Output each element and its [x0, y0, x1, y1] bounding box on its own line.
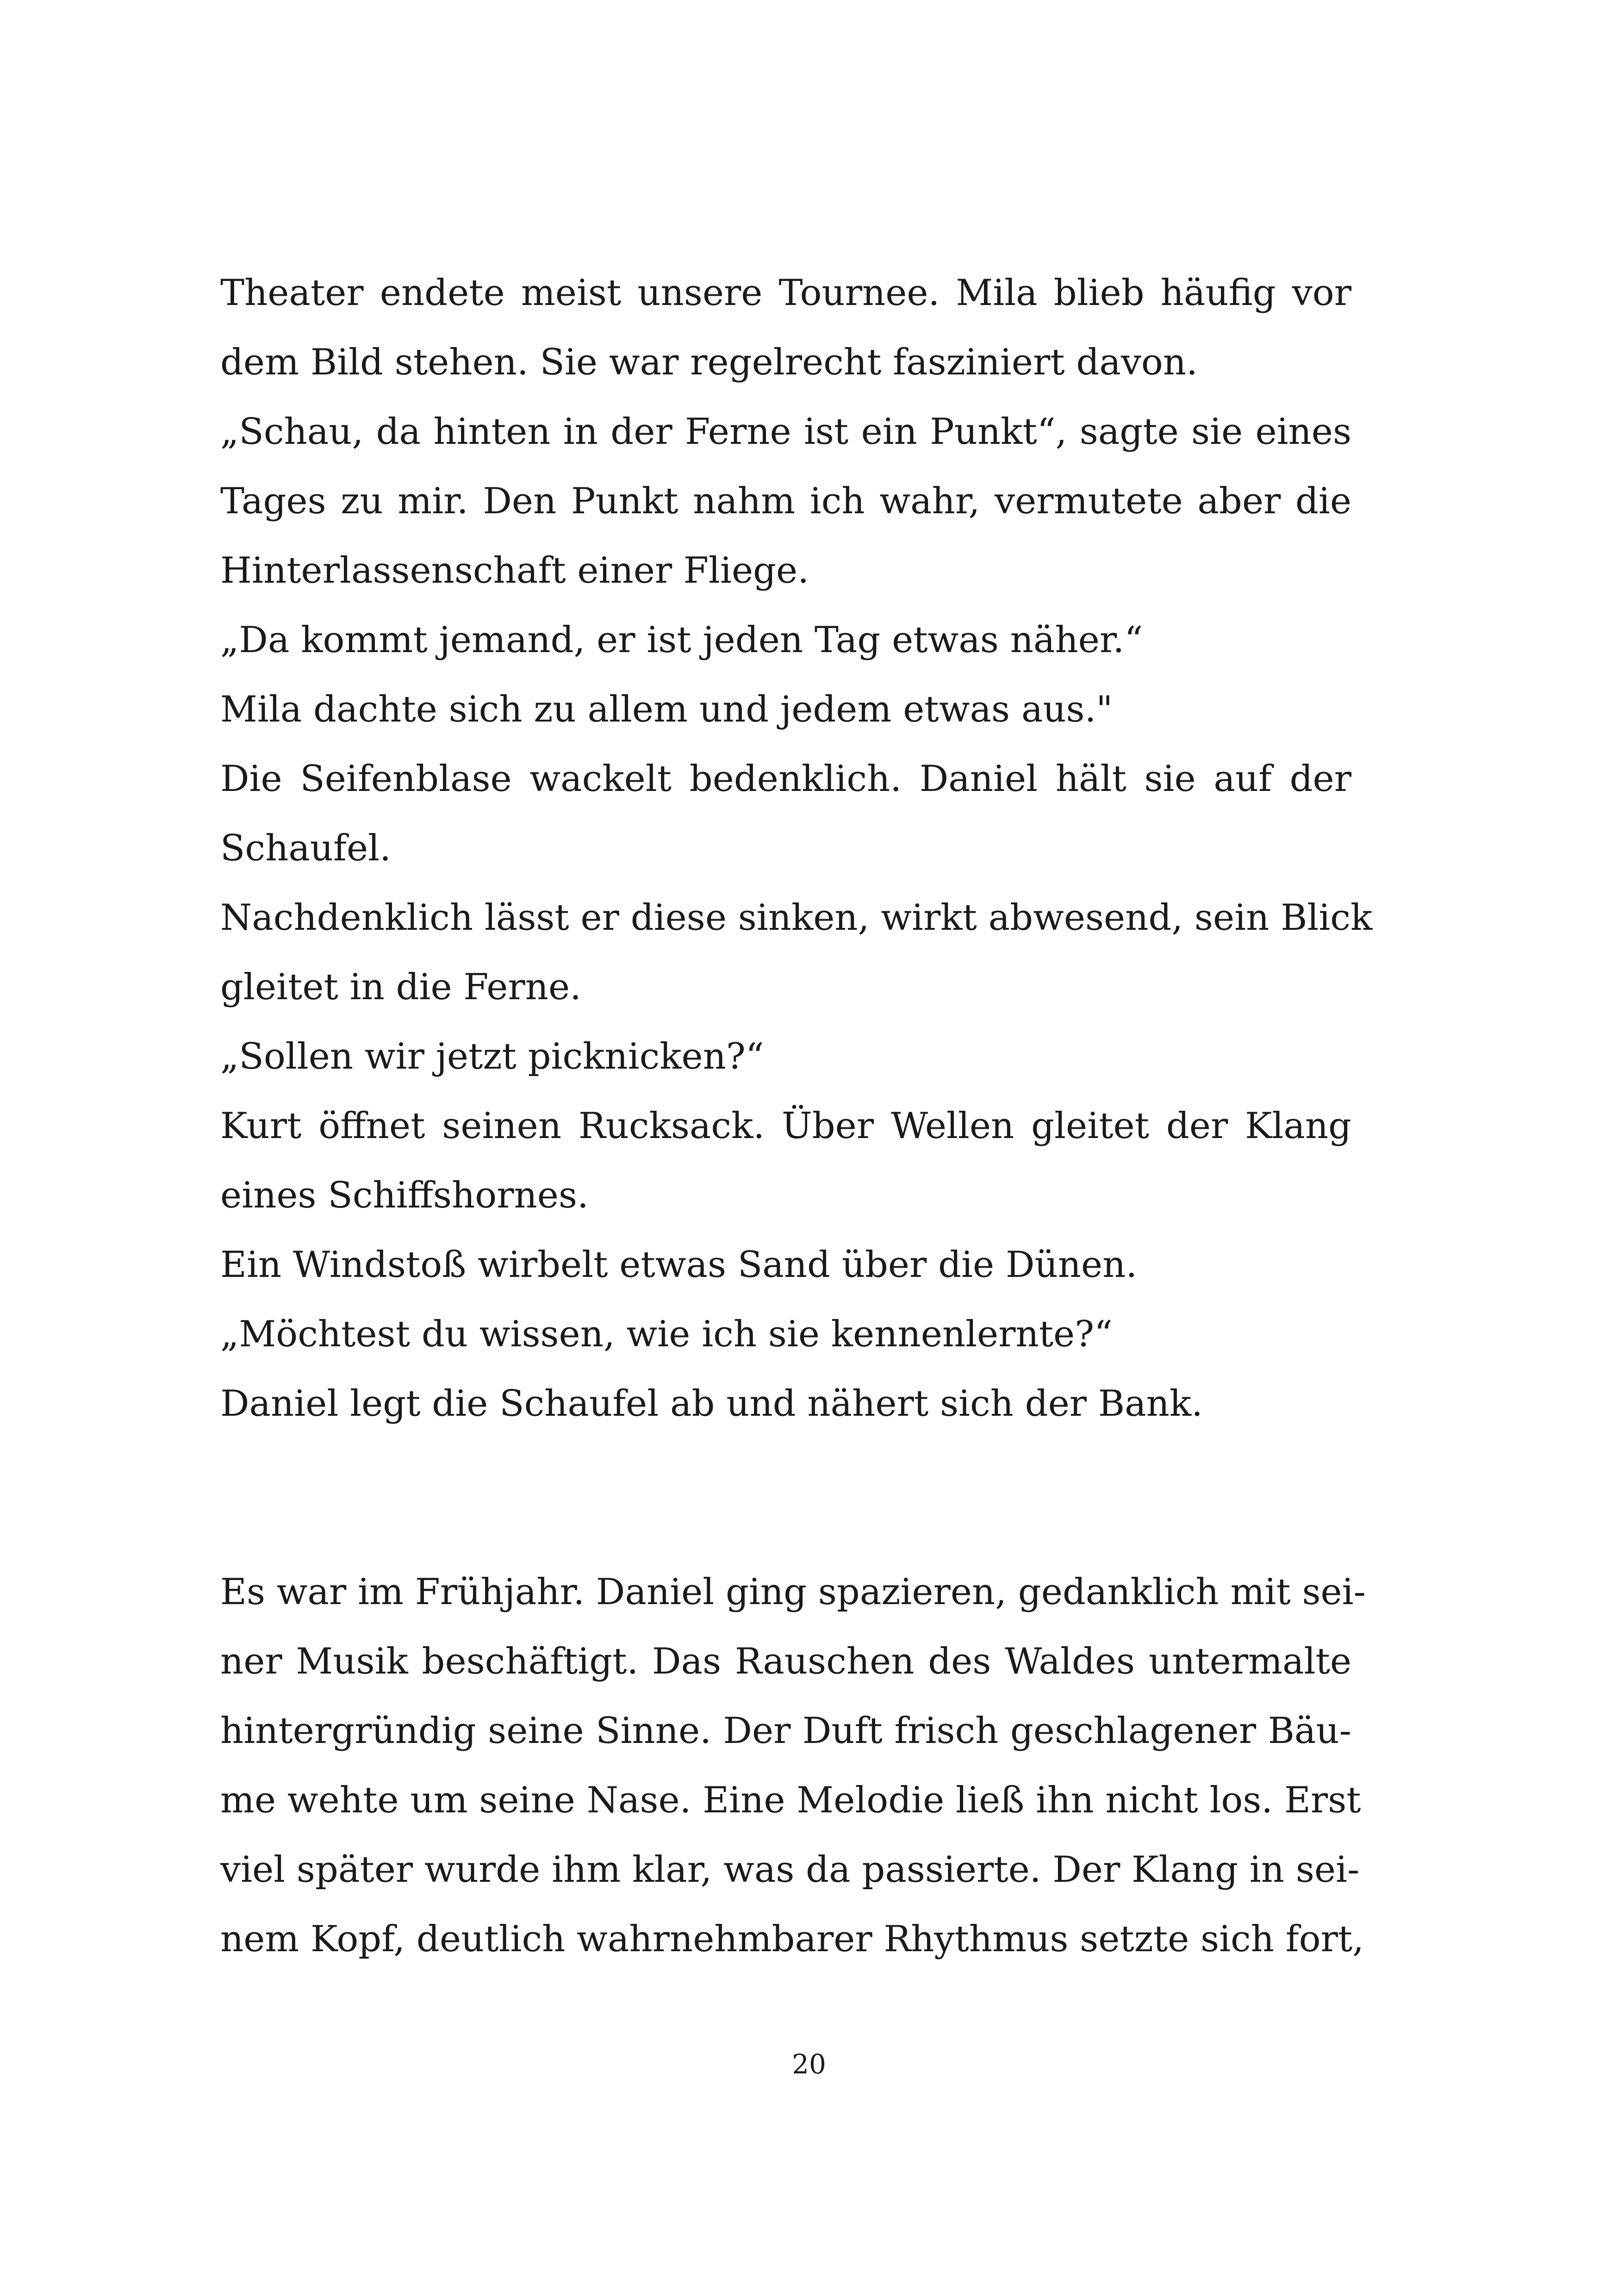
- text-line: Ein Windstoß wirbelt etwas Sand über die Dünen.: [220, 1244, 1138, 1286]
- text-line: nem Kopf, deutlich wahrnehmbarer Rhythmus setzte sich fort,: [220, 1918, 1364, 1960]
- text-line: Es war im Frühjahr. Daniel ging spazieren, gedanklich mit sei-: [220, 1571, 1366, 1613]
- text-line: gleitet in die Ferne.: [220, 966, 581, 1008]
- text-line: Schaufel.: [220, 828, 391, 869]
- text-line: Theater endete meist unsere Tournee. Mila blieb häufig vor: [220, 272, 1351, 314]
- text-line: Kurt öffnet seinen Rucksack. Über Wellen gleitet der Klang: [220, 1105, 1351, 1147]
- text-line: „Sollen wir jetzt picknicken?“: [220, 1036, 764, 1077]
- text-line: viel später wurde ihm klar, was da passierte. Der Klang in sei-: [220, 1849, 1360, 1891]
- text-line: ner Musik beschäftigt. Das Rauschen des Waldes untermalte: [220, 1641, 1351, 1682]
- text-line: „Da kommt jemand, er ist jeden Tag etwas näher.“: [220, 619, 1143, 661]
- text-line: Nachdenklich lässt er diese sinken, wirkt abwesend, sein Blick: [220, 897, 1373, 939]
- text-line: „Schau, da hinten in der Ferne ist ein Punkt“, sagte sie eines: [220, 411, 1351, 453]
- text-line: me wehte um seine Nase. Eine Melodie ließ ihn nicht los. Erst: [220, 1780, 1361, 1821]
- text-line: dem Bild stehen. Sie war regelrecht fasziniert davon.: [220, 342, 1198, 383]
- text-block-upper: [220, 258, 1373, 1438]
- text-line: Mila dachte sich zu allem und jedem etwas aus.": [220, 689, 1113, 730]
- text-line: Hinterlassenschaft einer Fliege.: [220, 550, 809, 591]
- text-block-lower: [220, 1557, 1366, 1974]
- text-line: Tages zu mir. Den Punkt nahm ich wahr, vermutete aber die: [220, 480, 1351, 522]
- text-line: eines Schiffshornes.: [220, 1175, 589, 1216]
- text-line: Die Seifenblase wackelt bedenklich. Daniel hält sie auf der: [220, 758, 1351, 800]
- page-number: 20: [792, 2048, 826, 2080]
- text-line: Daniel legt die Schaufel ab und nähert sich der Bank.: [220, 1383, 1203, 1425]
- text-line: hintergründig seine Sinne. Der Duft frisch geschlagener Bäu-: [220, 1710, 1351, 1752]
- text-line: „Möchtest du wissen, wie ich sie kennenlernte?“: [220, 1313, 1113, 1355]
